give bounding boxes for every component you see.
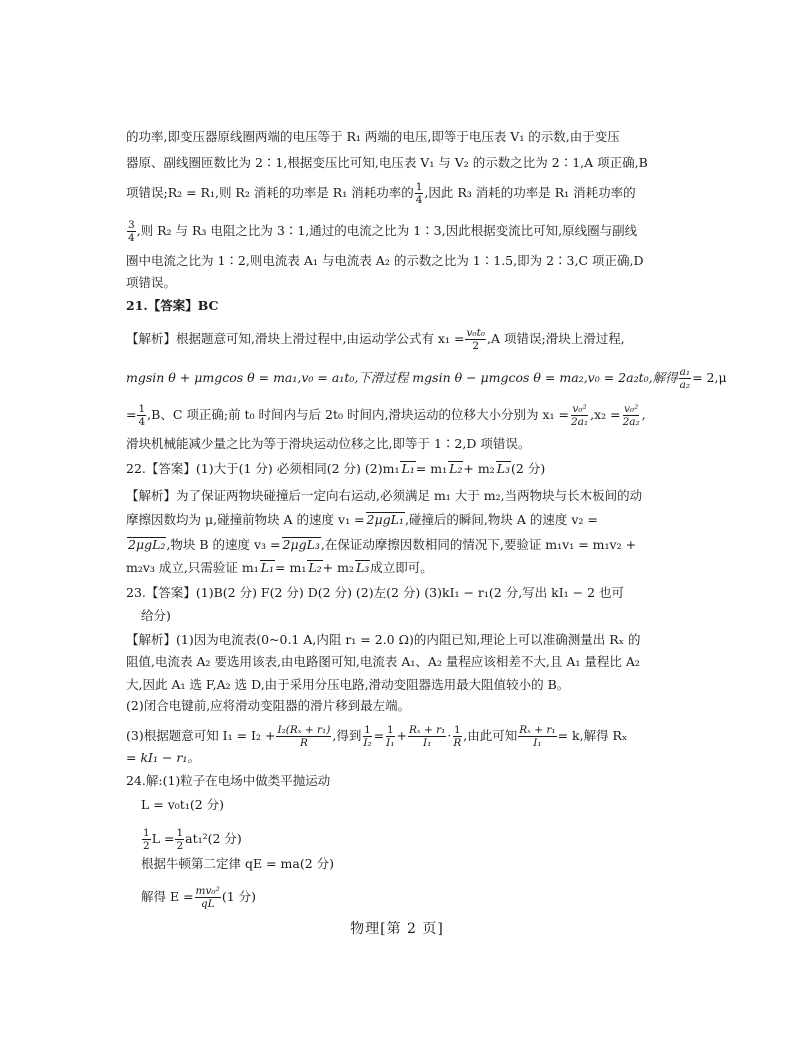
text-line: 给分) <box>141 608 171 623</box>
text-line: 【解析】根据题意可知,滑块上滑过程中,由运动学公式有 x₁ = $\frac{\text{v₀t₀}}{2}$ ,A 项错误;滑块上滑过程, <box>126 327 625 352</box>
text-line: 阻值,电流表 A₂ 要选用该表,由电路图可知,电流表 A₁、A₂ 量程应该相差不大,且 A₁ 量程比 A₂ <box>126 654 640 669</box>
fraction: $\frac{1}{\text{I₂}}$ <box>363 724 372 749</box>
fraction: $\frac{\text{v₀²}}{\text{2a₂}}$ <box>622 403 640 428</box>
text-line: m₂v₃ 成立,只需验证 m₁ L₁= m₁ L₂+ m₂ L₃成立即可。 <box>126 560 433 575</box>
text-line: 【解析】为了保证两物块碰撞后一定向右运动,必须满足 m₁ 大于 m₂,当两物块与长木板间的动 <box>126 488 643 503</box>
page-footer: 物理[第 2 页] <box>350 921 444 937</box>
fraction: $\frac{\text{I₂(Rₓ + r₁)}}{R}$ <box>277 724 331 749</box>
text-line: 圈中电流之比为 1∶2,则电流表 A₁ 与电流表 A₂ 的示数之比为 1∶1.5,即为 2∶3,C 项正确,D <box>126 253 644 268</box>
answer-heading-21: 21.【答案】BC <box>126 298 219 313</box>
fraction: $\frac{\text{Rₓ + r₁}}{\text{I₁}}$ <box>409 724 446 749</box>
fraction: $\frac{1}{R}$ <box>453 724 462 749</box>
text-line: $\frac{3}{4}$ ,则 R₂ 与 R₃ 电阻之比为 3∶1,通过的电流之比为 1∶3,因此根据变流比可知,原线圈与副线 <box>128 219 638 244</box>
text-line: 【解析】(1)因为电流表(0~0.1 A,内阻 r₁ = 2.0 Ω)的内阻已知,理论上可以准确测量出 Rₓ 的 <box>126 632 641 647</box>
text-line: 根据牛顿第二定律 qE = ma(2 分) <box>141 856 335 871</box>
text-line: $\frac{1}{2}$ L = $\frac{1}{2}$ at₁²(2 分) <box>143 827 242 852</box>
text-line: 摩擦因数均为 μ,碰撞前物块 A 的速度 v₁ = 2μgL₁,碰撞后的瞬间,物块 A 的速度 v₂ = <box>126 512 598 527</box>
text-line: = $\frac{1}{4}$ ,B、C 项正确;前 t₀ 时间内与后 2t₀ 时间内,滑块运动的位移大小分别为 x₁ = $\frac{\text{v₀²}}{\text{2a₁}}$ ,x₂ = $\frac{\text{v₀²}}{\text{2a₂}}$ , <box>126 403 646 428</box>
text-line: 的功率,即变压器原线圈两端的电压等于 R₁ 两端的电压,即等于电压表 V₁ 的示数,由于变压 <box>126 129 620 144</box>
text-line: 大,因此 A₁ 选 F,A₂ 选 D,由于采用分压电路,滑动变阻器选用最大阻值较小的 B。 <box>126 677 570 692</box>
fraction: $\frac{\text{v₀²}}{\text{2a₁}}$ <box>570 403 589 428</box>
answer-heading-23: 23.【答案】(1)B(2 分) F(2 分) D(2 分) (2)左(2 分) (3)kI₁ − r₁(2 分,写出 kI₁ − 2 也可 <box>126 585 625 600</box>
text-line: 项错误。 <box>126 275 177 290</box>
fraction: $\frac{1}{4}$ <box>415 181 423 206</box>
fraction: $\frac{1}{2}$ <box>143 827 150 852</box>
text-line: (3)根据题意可知 I₁ = I₂ + $\frac{\text{I₂(Rₓ + r₁)}}{R}$ ,得到 $\frac{1}{\text{I₂}}$ = $\frac{1}{\text{I₁}}$ + $\frac{\text{Rₓ + r₁}}{\text{I₁}}$ · $\frac{1}{R}$ ,由此可知 $\frac{\text{Rₓ + r₁}}{\text{I₁}}$ = k,解得 Rₓ <box>126 724 628 749</box>
fraction: $\frac{\text{mv₀²}}{qL}$ <box>195 885 220 910</box>
text-line: (2)闭合电键前,应将滑动变阻器的滑片移到最左端。 <box>126 698 411 713</box>
fraction: $\frac{\text{v₀t₀}}{2}$ <box>466 327 486 352</box>
text-line: 滑块机械能减少量之比为等于滑块运动位移之比,即等于 1∶2,D 项错误。 <box>126 436 531 451</box>
fraction: $\frac{\text{a₁}}{\text{a₂}}$ <box>679 366 691 391</box>
text-line: 2μgL₂,物块 B 的速度 v₃ = 2μgL₃,在保证动摩擦因数相同的情况下,要验证 m₁v₁ = m₁v₂ + <box>128 537 637 552</box>
text-line: mgsin θ + μmgcos θ = ma₁,v₀ = a₁t₀,下滑过程 mgsin θ − μmgcos θ = ma₂,v₀ = 2a₂t₀,解得 $\frac{\text{a₁}}{\text{a₂}}$ = 2,μ <box>126 366 727 391</box>
text-line: 项错误;R₂ = R₁,则 R₂ 消耗的功率是 R₁ 消耗功率的 $\frac{1}{4}$ ,因此 R₃ 消耗的功率是 R₁ 消耗功率的 <box>126 181 636 206</box>
fraction: $\frac{1}{2}$ <box>176 827 184 852</box>
fraction: $\frac{\text{Rₓ + r₁}}{\text{I₁}}$ <box>519 724 556 749</box>
fraction: $\frac{1}{4}$ <box>138 403 146 428</box>
text-line: = kI₁ − r₁。 <box>126 750 200 765</box>
fraction: $\frac{3}{4}$ <box>128 219 135 244</box>
text-line: 解得 E = $\frac{\text{mv₀²}}{qL}$ (1 分) <box>141 885 257 910</box>
text-line: L = v₀t₁(2 分) <box>141 797 225 812</box>
answer-heading-24: 24.解:(1)粒子在电场中做类平抛运动 <box>126 773 331 788</box>
text-line: 器原、副线圈匝数比为 2∶1,根据变压比可知,电压表 V₁ 与 V₂ 的示数之比为 2∶1,A 项正确,B <box>126 155 648 170</box>
fraction: $\frac{1}{\text{I₁}}$ <box>386 724 395 749</box>
answer-heading-22: 22.【答案】(1)大于(1 分) 必须相同(2 分) (2)m₁ L₁= m₁ L₂+ m₂ L₃(2 分) <box>126 461 546 476</box>
